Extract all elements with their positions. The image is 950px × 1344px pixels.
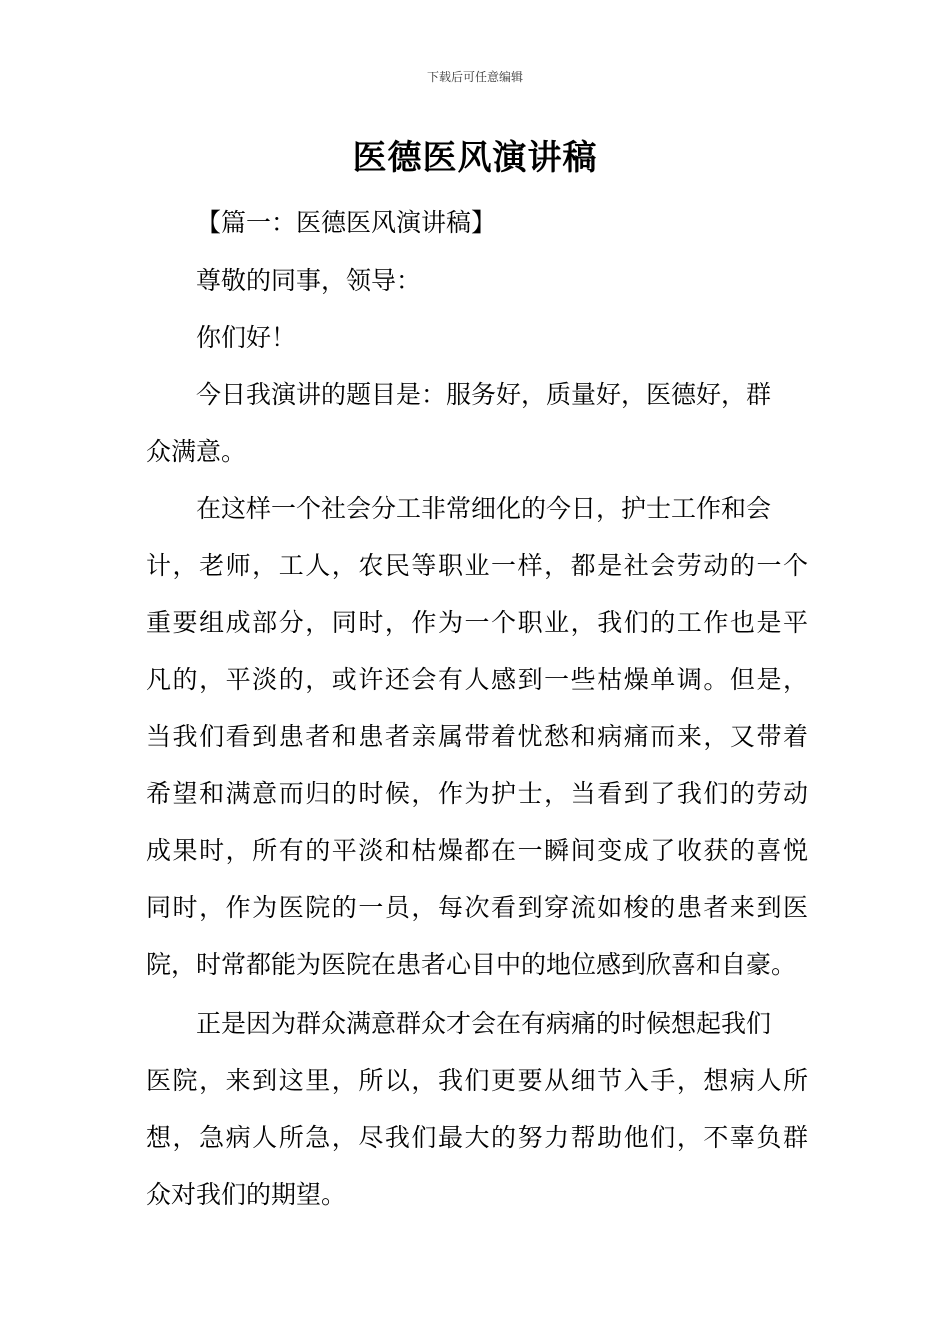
paragraph-line: 想，急病人所急，尽我们最大的努力帮助他们，不辜负群	[146, 1123, 808, 1152]
paragraph-line: 院，时常都能为医院在患者心目中的地位感到欣喜和自豪。	[146, 950, 797, 979]
paragraph-line: 成果时，所有的平淡和枯燥都在一瞬间变成了收获的喜悦	[146, 836, 808, 865]
paragraph-line: 正是因为群众满意群众才会在有病痛的时候想起我们	[196, 1009, 772, 1038]
paragraph-line: 希望和满意而归的时候，作为护士，当看到了我们的劳动	[146, 779, 808, 808]
paragraph-line: 在这样一个社会分工非常细化的今日，护士工作和会	[196, 494, 772, 523]
paragraph-line: 计，老师，工人，农民等职业一样，都是社会劳动的一个	[146, 551, 808, 580]
paragraph-line: 医院，来到这里，所以，我们更要从细节入手，想病人所	[146, 1066, 808, 1095]
paragraph-line: 凡的，平淡的，或许还会有人感到一些枯燥单调。但是，	[146, 665, 808, 694]
paragraph-line: 重要组成部分，同时，作为一个职业，我们的工作也是平	[146, 608, 808, 637]
header-note: 下载后可任意编辑	[426, 70, 523, 84]
salutation-line: 尊敬的同事，领导：	[196, 266, 422, 295]
paragraph-line: 当我们看到患者和患者亲属带着忧愁和病痛而来，又带着	[146, 722, 808, 751]
paragraph-line: 众对我们的期望。	[146, 1180, 347, 1209]
section-heading: 【篇一：医德医风演讲稿】	[196, 208, 497, 237]
paragraph-line: 众满意。	[146, 437, 247, 466]
greeting-line: 你们好！	[196, 323, 297, 352]
document-title: 医德医风演讲稿	[352, 138, 598, 178]
paragraph-line: 今日我演讲的题目是：服务好，质量好，医德好，群	[196, 380, 772, 409]
paragraph-line: 同时，作为医院的一员，每次看到穿流如梭的患者来到医	[146, 893, 808, 922]
